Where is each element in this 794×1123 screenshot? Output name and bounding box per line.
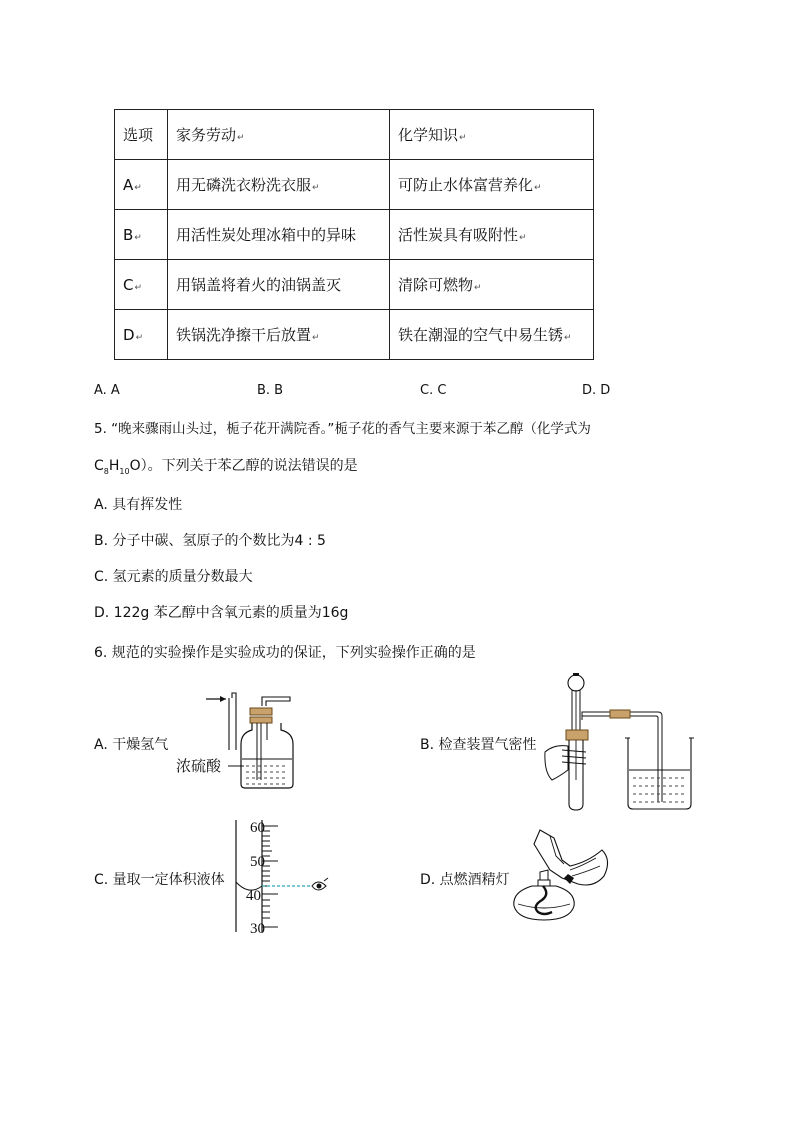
q5-stem-line2 <box>94 455 358 476</box>
q6-option-b: B. 检查装置气密性 <box>420 737 537 753</box>
formula-o: O <box>129 458 141 474</box>
formula-h-sub: 10 <box>119 466 130 476</box>
chore-cell: 用活性炭处理冰箱中的异味 <box>176 226 357 244</box>
q5-option-a: A. 具有挥发性 <box>94 497 183 513</box>
option-cell: D <box>123 325 135 344</box>
drying-bottle-figure <box>170 688 310 794</box>
para-mark: ↵ <box>134 282 143 293</box>
para-mark: ↵ <box>134 232 142 243</box>
q5-option-d: D. 122g 苯乙醇中含氧元素的质量为16g <box>94 605 349 621</box>
para-mark: ↵ <box>237 133 245 143</box>
option-cell: B <box>123 225 134 244</box>
cylinder-tick-label: 60 <box>250 820 265 836</box>
alcohol-lamp-figure <box>510 826 616 926</box>
header-cell: 选项 <box>123 126 154 144</box>
para-mark: ↵ <box>459 133 467 143</box>
table-row <box>115 210 594 260</box>
knowledge-cell: 活性炭具有吸附性 <box>398 226 519 244</box>
q5-option-c: C. 氢元素的质量分数最大 <box>94 569 253 585</box>
table-row <box>115 260 594 310</box>
answer-table <box>114 109 594 360</box>
chore-cell: 用锅盖将着火的油锅盖灭 <box>176 276 342 294</box>
chore-cell: 铁锅洗净擦干后放置 <box>176 326 312 344</box>
knowledge-cell: 清除可燃物 <box>398 276 474 294</box>
para-mark: ↵ <box>519 233 527 243</box>
cylinder-tick-label: 50 <box>250 854 265 870</box>
q5-stem-line1: 5. “晚来骤雨山头过，栀子花开满院香。”栀子花的香气主要来源于苯乙醇（化学式为 <box>94 421 591 437</box>
knowledge-cell: 铁在潮湿的空气中易生锈 <box>398 326 564 344</box>
q5-stem-rest: ）。下列关于苯乙醇的说法错误的是 <box>140 458 358 474</box>
sulfuric-acid-label: 浓硫酸 <box>176 757 222 775</box>
header-cell: 家务劳动 <box>176 126 237 144</box>
para-mark: ↵ <box>134 182 142 193</box>
cylinder-tick-label: 40 <box>246 888 261 904</box>
para-mark: ↵ <box>312 333 320 343</box>
q4-option-c: C. C <box>420 383 447 398</box>
graduated-cylinder-figure <box>220 816 340 934</box>
chore-cell: 用无磷洗衣粉洗衣服 <box>176 176 312 194</box>
para-mark: ↵ <box>312 183 320 193</box>
formula-c-sub: 8 <box>103 466 109 476</box>
q5-option-b: B. 分子中碳、氢原子的个数比为4 : 5 <box>94 533 326 549</box>
para-mark: ↵ <box>534 183 542 193</box>
formula-h: H <box>108 458 120 474</box>
q6-option-c: C. 量取一定体积液体 <box>94 872 225 888</box>
table-row <box>115 310 594 360</box>
option-cell: C <box>123 275 134 294</box>
para-mark: ↵ <box>474 283 482 293</box>
para-mark: ↵ <box>564 333 572 343</box>
q6-option-a: A. 干燥氢气 <box>94 737 169 753</box>
q6-option-d: D. 点燃酒精灯 <box>420 872 510 888</box>
cylinder-tick-label: 30 <box>250 921 265 934</box>
q4-option-b: B. B <box>257 383 284 398</box>
para-mark: ↵ <box>135 332 144 343</box>
formula-c: C <box>94 458 104 474</box>
q6-stem: 6. 规范的实验操作是实验成功的保证，下列实验操作正确的是 <box>94 645 476 661</box>
q4-option-a: A. A <box>94 383 120 398</box>
header-cell: 化学知识 <box>398 126 459 144</box>
airtightness-figure <box>540 672 695 814</box>
table-row <box>115 160 594 210</box>
option-cell: A <box>123 175 134 194</box>
table-header-row <box>115 110 594 160</box>
q4-option-d: D. D <box>582 383 611 398</box>
knowledge-cell: 可防止水体富营养化 <box>398 176 534 194</box>
